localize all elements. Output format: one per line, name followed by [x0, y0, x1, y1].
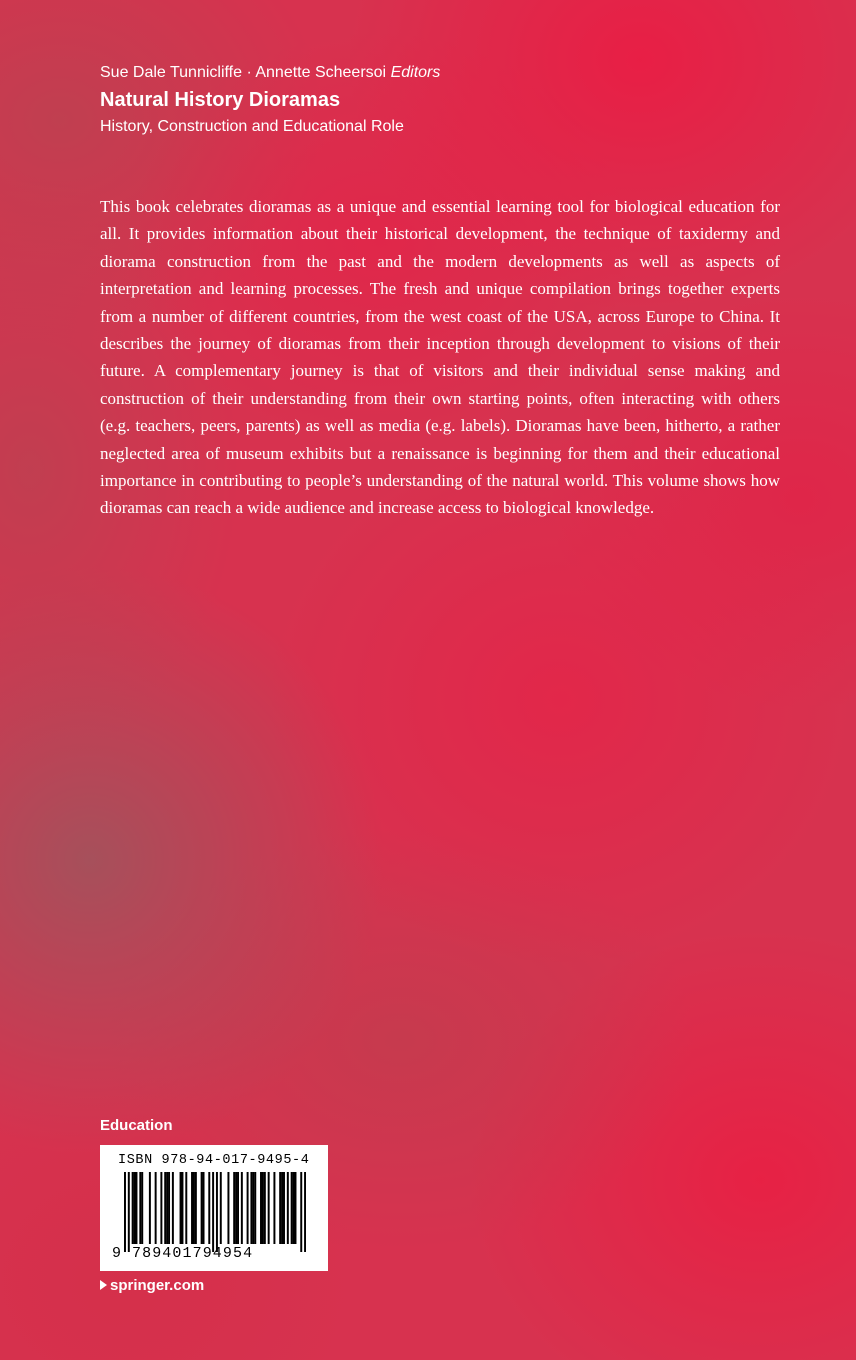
barcode-guard-bar — [124, 1172, 126, 1252]
barcode-guard-bar — [212, 1172, 214, 1252]
barcode-bar — [254, 1172, 256, 1244]
editors-line — [100, 62, 800, 84]
triangle-right-icon — [100, 1280, 107, 1290]
barcode-bar — [281, 1172, 283, 1244]
book-header — [100, 62, 800, 138]
barcode-bar — [164, 1172, 166, 1244]
isbn-barcode — [100, 1145, 328, 1271]
barcode-bar — [262, 1172, 264, 1244]
barcode-bar — [193, 1172, 195, 1244]
barcode-bar — [160, 1172, 162, 1244]
barcode-bar — [227, 1172, 229, 1244]
barcode-bar — [172, 1172, 174, 1244]
barcode-bar — [134, 1172, 136, 1244]
editors-role: Editors — [390, 64, 441, 81]
book-title: Natural History Dioramas — [100, 89, 341, 111]
barcode-bar — [191, 1172, 193, 1244]
book-description: This book celebrates dioramas as a unique and essential learning tool for biological education for all. It provides information about their historical development, the technique of taxidermy and diorama construction from the past and the modern developments as well as aspects of interpretation and learning processes. The fresh and unique compilation brings together experts from a number of different countries, from the west coast of the USA, across Europe to China. It describes the journey of dioramas from their inception through development to visions of their future. A complementary journey is that of visitors and their individual sense making and construction of their understanding from their own starting points, often interacting with others (e.g. teachers, peers, parents) as well as media (e.g. labels). Dioramas have been, hitherto, a rather neglected area of museum exhibits but a renaissance is beginning for them and their educational importance in contributing to people’s understanding of the natural world. This volume shows how dioramas can reach a wide audience and increase access to biological knowledge. — [100, 197, 780, 518]
barcode-bar — [168, 1172, 170, 1244]
barcode-bar — [149, 1172, 151, 1244]
barcode-bar — [141, 1172, 143, 1244]
barcode-bar — [166, 1172, 168, 1244]
barcode-bar — [180, 1172, 182, 1244]
barcode-bar — [252, 1172, 254, 1244]
barcode-bar — [181, 1172, 183, 1244]
barcode-bar — [203, 1172, 205, 1244]
barcode-bar — [247, 1172, 249, 1244]
barcode-bar — [264, 1172, 266, 1244]
barcode-bar — [260, 1172, 262, 1244]
editors-names: Sue Dale Tunnicliffe · Annette Scheersoi — [100, 64, 387, 81]
barcode-bar — [139, 1172, 141, 1244]
publisher-link-text: springer.com — [110, 1277, 205, 1294]
barcode-bar — [233, 1172, 235, 1244]
barcode-bar — [235, 1172, 237, 1244]
barcode-bar — [208, 1172, 210, 1244]
barcode-bar — [250, 1172, 252, 1244]
barcode-guard-bar — [300, 1172, 302, 1252]
barcode-bar — [287, 1172, 289, 1244]
barcode-bar — [293, 1172, 295, 1244]
subject-category: Education — [100, 1117, 173, 1134]
barcode-guard-bar — [216, 1172, 218, 1252]
barcode-bars — [124, 1172, 306, 1252]
barcode-bar — [295, 1172, 297, 1244]
book-subtitle: History, Construction and Educational Role — [100, 118, 404, 135]
barcode-bar — [268, 1172, 270, 1244]
barcode-first-digit: 9 — [112, 1245, 122, 1262]
barcode-bar — [241, 1172, 243, 1244]
barcode-digits: 789401794954 — [132, 1245, 254, 1262]
barcode-guard-bar — [304, 1172, 306, 1252]
barcode-bar — [195, 1172, 197, 1244]
publisher-link[interactable] — [100, 1276, 204, 1296]
barcode-bar — [220, 1172, 222, 1244]
barcode-bar — [132, 1172, 134, 1244]
barcode-bar — [185, 1172, 187, 1244]
barcode-guard-bar — [128, 1172, 130, 1252]
barcode-bar — [155, 1172, 157, 1244]
isbn-label: ISBN 978-94-017-9495-4 — [118, 1153, 310, 1168]
barcode-bar — [291, 1172, 293, 1244]
barcode-bar — [237, 1172, 239, 1244]
barcode-bar — [283, 1172, 285, 1244]
barcode-bar — [273, 1172, 275, 1244]
barcode-bar — [279, 1172, 281, 1244]
barcode-bar — [135, 1172, 137, 1244]
barcode-bar — [201, 1172, 203, 1244]
